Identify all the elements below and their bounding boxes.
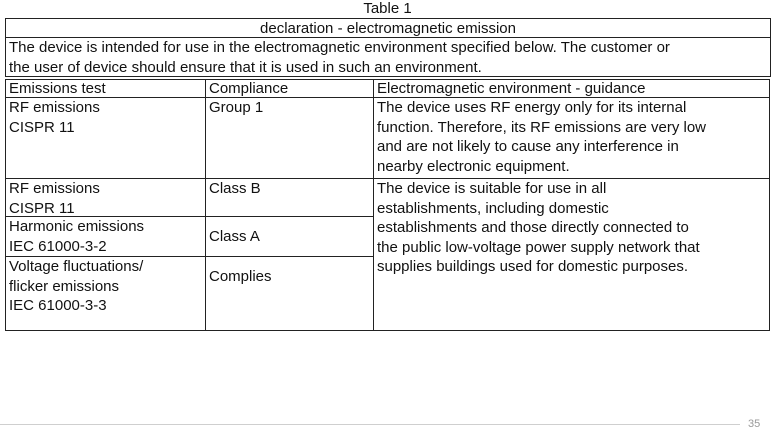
table-title [5,18,771,38]
compliance-value: Class A [209,228,260,245]
guidance-line: and are not likely to cause any interference in [377,138,679,155]
test-name: Voltage fluctuations/ [9,258,144,275]
header-guidance [373,79,770,98]
page-number: 35 [748,418,761,430]
compliance-value: Group 1 [209,99,264,116]
guidance-line: The device is suitable for use in all [377,180,607,197]
header-compliance-label: Compliance [209,80,289,97]
intro-paragraph [5,37,771,77]
guidance-line: function. Therefore, its RF emissions are very low [377,118,707,136]
intro-line: The device is intended for use in the electromagnetic environment specified below. The customer or [9,39,670,56]
header-emissions-test-label: Emissions test [9,80,106,97]
guidance-line: supplies buildings used for domestic purposes. [377,258,689,275]
test-standard: IEC 61000-3-2 [9,237,107,255]
compliance-value: Class B [209,180,261,197]
table-row-1-test [5,97,206,179]
table-row-3-test [5,216,206,257]
footer-rule [0,424,740,425]
header-compliance [205,79,374,98]
intro-line: the user of device should ensure that it is used in such an environment. [9,58,482,76]
guidance-line: the public low-voltage power supply network that [377,238,700,256]
guidance-line: The device uses RF energy only for its internal [377,99,687,116]
test-standard: CISPR 11 [9,199,75,217]
table-row-1-compliance [205,97,374,179]
header-guidance-label: Electromagnetic environment - guidance [377,80,646,97]
table-title-text: declaration - electromagnetic emission [260,20,516,37]
table-row-4-compliance [205,256,374,331]
shared-guidance-cell [373,178,770,331]
header-emissions-test [5,79,206,98]
guidance-line: nearby electronic equipment. [377,157,570,175]
table-row-2-test [5,178,206,217]
guidance-line: establishments, including domestic [377,199,609,217]
test-standard: CISPR 11 [9,118,75,136]
table-row-4-test [5,256,206,331]
test-name: RF emissions [9,99,100,116]
table-row-2-compliance [205,178,374,217]
test-standard: IEC 61000-3-3 [9,297,107,314]
guidance-line: establishments and those directly connected to [377,219,689,236]
test-name: flicker emissions [9,277,120,295]
test-name: Harmonic emissions [9,218,145,235]
compliance-value: Complies [209,268,272,285]
table-caption: Table 1 [363,0,412,17]
table-row-1-guidance [373,97,770,179]
test-name: RF emissions [9,180,100,197]
table-row-3-compliance [205,216,374,257]
